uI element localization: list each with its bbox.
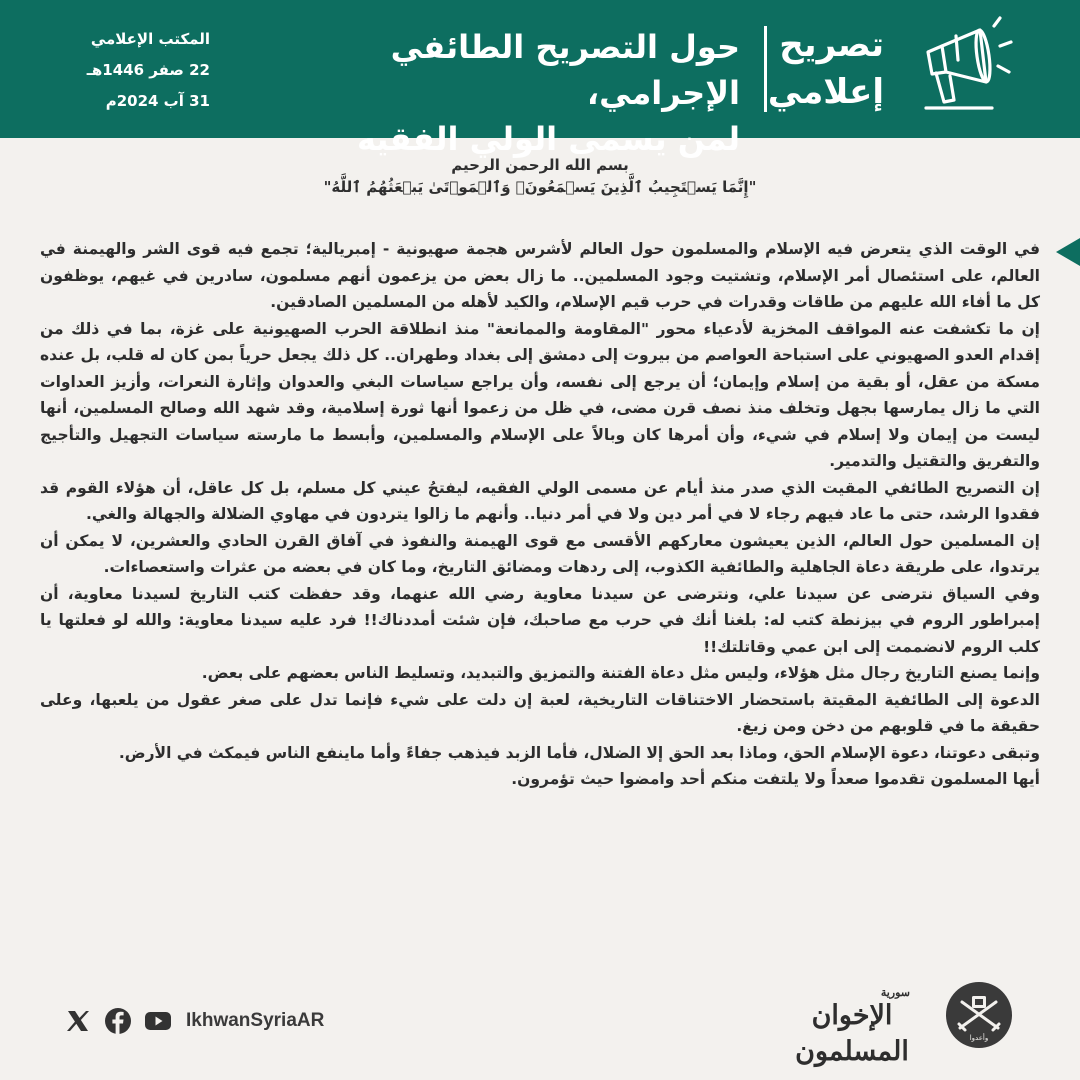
paragraph-marker <box>1056 238 1080 266</box>
page-title-line1: حول التصريح الطائفي الإجرامي، <box>390 28 740 112</box>
gregorian-date: 31 آب 2024م <box>105 92 210 110</box>
hijri-date: 22 صفر 1446هـ <box>86 61 210 79</box>
logo-country: سورية <box>880 986 910 999</box>
emblem-motto: وأعدوا <box>969 1034 989 1042</box>
basmala: بسم الله الرحمن الرحيم <box>451 156 629 174</box>
paragraph: إن التصريح الطائفي المقيت الذي صدر منذ أيام عن مسمى الولي الفقيه، ليفتحُ عيني كل مسلم، بل كل عاقل، أن هؤلاء القوم قد فقدوا الرشد، حتى ما عاد فيهم رجاء لا في أمر دين ولا في أمر دنيا.. وأنهم ما زالوا يتردون في مهاوي الضلالة والجهالة والغي. <box>40 478 1040 523</box>
header-divider <box>764 26 767 112</box>
statement-body <box>40 236 1040 793</box>
emblem-logo-icon <box>944 980 1014 1050</box>
statement-type-line2: إعلامي <box>767 72 884 112</box>
statement-type-label <box>767 22 884 116</box>
paragraph: إن ما تكشفت عنه المواقف المخزية لأدعياء محور "المقاومة والممانعة" منذ انطلاقة الحرب الصهيونية على غزة، بما في ذلك من إقدام العدو الصهيوني على استباحة العواصم من بيروت إلى دمشق إلى بغداد وطهران.. كل ذلك يجعل حرياً بمن كان له قلب، بل عنده مسكة من عقل، أو بقية من إسلام وإيمان؛ أن يرجع إلى نفسه، وأن يراجع سياسات البغي والعدوان وإثارة النعرات، وأزيز العداوات التي ما زال يمارسها بجهل وتخلف منذ نصف قرن مضى، في ظل من زعموا أنها ثورة إسلامية، وقد شهد الله وصالح المسلمين، أنها ليست من إيمان ولا إسلام في شيء، وأن أمرها كان وبالاً على الإسلام والمسلمين، وأبسط ما مارسته سياسات التجهيل والتأجيج والتفريق والتقتيل والتدمير. <box>40 319 1040 470</box>
office-name: المكتب الإعلامي <box>90 30 210 48</box>
paragraph: إن المسلمين حول العالم، الذين يعيشون معاركهم الأقسى مع قوى الهيمنة والنفوذ في آفاق القرن الحادي والعشرين، لا يمكن أن يرتدوا، على طريقة دعاة الجاهلية والطائفية الكذوب، إلى ردهات ومضائق التاريخ، وما كان في بعضه من عثرات واستعصاءات. <box>40 531 1040 576</box>
opening-invocation <box>0 154 1080 198</box>
header-info <box>50 24 210 117</box>
paragraph: أيها المسلمون تقدموا صعداً ولا يلتفت منكم أحد وامضوا حيث تؤمرون. <box>511 770 1040 788</box>
paragraph: وإنما يصنع التاريخ رجال مثل هؤلاء، وليس مثل دعاة الفتنة والتمزيق والتبديد، وتسليط الناس بعضهم على بعض. <box>201 664 1040 682</box>
paragraph: وتبقى دعوتنا، دعوة الإسلام الحق، وماذا بعد الحق إلا الضلال، فأما الزبد فيذهب جفاءً وأما ماينفع الناس فيمكث في الأرض. <box>118 743 1040 762</box>
youtube-icon[interactable] <box>144 1007 172 1035</box>
paragraph: الدعوة إلى الطائفية المقيتة باستحضار الاختناقات التاريخية، لعبة إن دلت على شيء فإنما تدل على صغر عقول من يلعبها، وعلى حقيقة ما في قلوبهم من دخن ومن زيغ. <box>40 690 1040 735</box>
header-banner <box>0 0 1080 158</box>
facebook-icon[interactable] <box>104 1007 132 1035</box>
x-icon[interactable] <box>64 1007 92 1035</box>
page-title <box>270 24 740 162</box>
paragraph: في الوقت الذي يتعرض فيه الإسلام والمسلمون حول العالم لأشرس هجمة صهيونية - إمبريالية؛ تجمع فيه قوى الشر والهيمنة في العالم، على استئصال أمر الإسلام، وتشتيت وجود المسلمين.. ما زال بعض من يزعمون أنهم مسلمون، سادرين في غيهم، يوظفون كل ما أفاء الله عليهم من طاقات وقدرات في حرب قيم الإسلام، والكيد لأهله من المسلمين الصادقين. <box>40 240 1040 311</box>
paragraph: وفي السياق نترضى عن سيدنا علي، ونترضى عن سيدنا معاوية رضي الله عنهما، وقد حفظت كتب التاريخ لسيدنا معاوية، أن إمبراطور الروم في بيزنطة كتب له: بلغنا أنك في حرب مع صاحبك، فإن شئت أمددناك!! فرد عليه سيدنا معاوية: والله لو فعلتها يا كلب الروم لانضممت إلى ابن عمي وقاتلتك!! <box>40 584 1040 656</box>
page-title-line2: لمن يسمى الولي الفقيه <box>356 120 740 158</box>
organization-logo-text <box>768 984 936 1067</box>
social-handle[interactable]: IkhwanSyriaAR <box>186 1010 325 1031</box>
logo-name: الإخوان المسلمون <box>795 1000 909 1067</box>
megaphone-icon <box>914 16 1014 116</box>
social-links <box>64 1003 324 1039</box>
quran-verse: "إِنَّمَا يَسۡتَجِيبُ ٱلَّذِينَ يَسۡمَعُونَۘ وَٱلۡمَوۡتَىٰ يَبۡعَثُهُمُ ٱللَّهُ" <box>323 178 757 196</box>
statement-type-line1: تصريح <box>779 25 884 65</box>
